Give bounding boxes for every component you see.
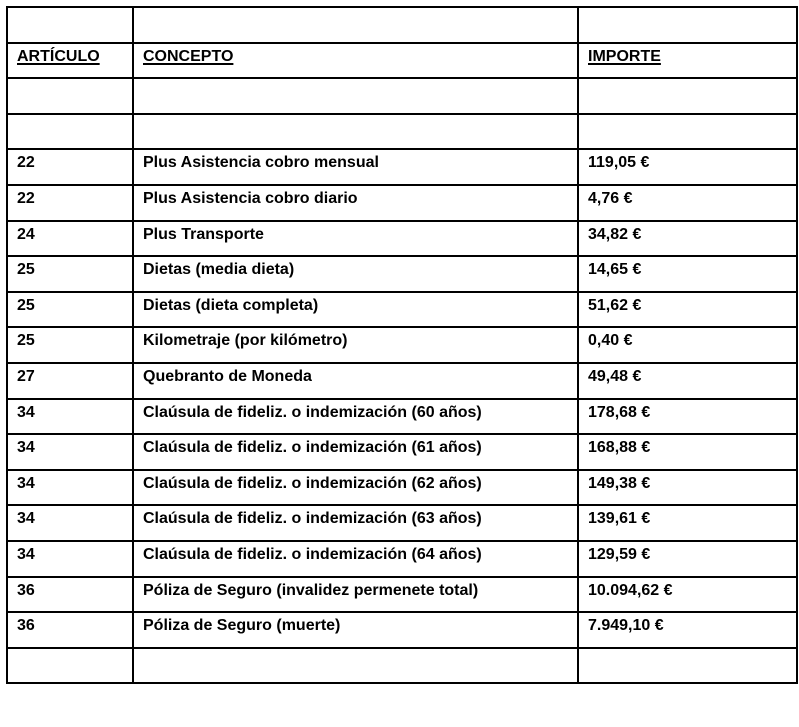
cell-articulo <box>7 363 133 399</box>
cell-importe-text: 4,76 € <box>588 189 633 207</box>
table-row <box>7 149 797 185</box>
cell-articulo-text: 34 <box>17 474 35 492</box>
cell-importe-text: 14,65 € <box>588 261 642 279</box>
cell-articulo-text: 34 <box>17 403 35 421</box>
cell-importe <box>578 327 797 363</box>
table-row <box>7 505 797 541</box>
cell-importe-text: 10.094,62 € <box>588 581 673 599</box>
cell-articulo-text: 25 <box>17 261 35 279</box>
concepts-table <box>6 6 798 684</box>
cell-importe <box>578 612 797 648</box>
cell-concepto <box>133 149 578 185</box>
cell-articulo <box>7 434 133 470</box>
header-importe <box>578 43 797 79</box>
cell-concepto-text: Claúsula de fideliz. o indemización (61 años) <box>143 439 482 457</box>
cell-concepto <box>133 363 578 399</box>
cell-articulo <box>7 399 133 435</box>
cell-articulo-text: 34 <box>17 510 35 528</box>
cell-articulo <box>7 292 133 328</box>
cell-importe <box>578 399 797 435</box>
cell-concepto-text: Claúsula de fideliz. o indemización (63 años) <box>143 510 482 528</box>
table-row <box>7 399 797 435</box>
cell-concepto <box>133 434 578 470</box>
cell-articulo <box>7 505 133 541</box>
header-importe-label: IMPORTE <box>588 47 661 65</box>
cell-concepto <box>133 612 578 648</box>
table-row <box>7 327 797 363</box>
cell-concepto <box>133 505 578 541</box>
cell-articulo <box>7 577 133 613</box>
cell-articulo-text: 36 <box>17 617 35 635</box>
cell-importe-text: 139,61 € <box>588 510 651 528</box>
cell-concepto-text: Plus Asistencia cobro mensual <box>143 154 379 172</box>
cell-articulo <box>7 149 133 185</box>
cell-importe <box>578 256 797 292</box>
cell-articulo <box>7 541 133 577</box>
cell-articulo <box>7 327 133 363</box>
cell-concepto-text: Claúsula de fideliz. o indemización (64 años) <box>143 545 482 563</box>
cell-importe <box>578 434 797 470</box>
empty-row <box>7 7 797 43</box>
cell-concepto-text: Claúsula de fideliz. o indemización (62 años) <box>143 474 482 492</box>
cell-concepto <box>133 577 578 613</box>
cell-concepto <box>133 541 578 577</box>
empty-row <box>7 648 797 684</box>
header-articulo-label: ARTÍCULO <box>17 47 100 65</box>
cell-concepto-text: Dietas (media dieta) <box>143 261 295 279</box>
table-row <box>7 363 797 399</box>
cell-articulo-text: 25 <box>17 296 35 314</box>
cell-importe <box>578 149 797 185</box>
cell-concepto-text: Plus Asistencia cobro diario <box>143 189 358 207</box>
table-row <box>7 541 797 577</box>
cell-importe-text: 149,38 € <box>588 474 651 492</box>
cell-concepto-text: Póliza de Seguro (muerte) <box>143 617 341 635</box>
cell-concepto <box>133 327 578 363</box>
cell-articulo-text: 34 <box>17 439 35 457</box>
cell-importe <box>578 363 797 399</box>
table-row <box>7 185 797 221</box>
empty-row <box>7 78 797 114</box>
table-row <box>7 470 797 506</box>
cell-concepto <box>133 221 578 257</box>
cell-importe <box>578 292 797 328</box>
cell-articulo <box>7 185 133 221</box>
cell-concepto <box>133 399 578 435</box>
table-row <box>7 256 797 292</box>
cell-articulo <box>7 470 133 506</box>
cell-importe-text: 51,62 € <box>588 296 642 314</box>
empty-row <box>7 114 797 150</box>
cell-importe <box>578 221 797 257</box>
cell-importe <box>578 577 797 613</box>
cell-articulo <box>7 221 133 257</box>
cell-importe-text: 168,88 € <box>588 439 651 457</box>
table-row <box>7 577 797 613</box>
header-concepto <box>133 43 578 79</box>
cell-articulo-text: 24 <box>17 225 35 243</box>
cell-importe-text: 178,68 € <box>588 403 651 421</box>
cell-importe-text: 119,05 € <box>588 154 650 172</box>
header-row <box>7 43 797 79</box>
table-row <box>7 612 797 648</box>
cell-importe <box>578 541 797 577</box>
cell-concepto-text: Kilometraje (por kilómetro) <box>143 332 348 350</box>
cell-importe <box>578 185 797 221</box>
header-concepto-label: CONCEPTO <box>143 47 234 65</box>
cell-articulo-text: 34 <box>17 545 35 563</box>
table-row <box>7 221 797 257</box>
cell-articulo-text: 22 <box>17 154 35 172</box>
cell-concepto-text: Claúsula de fideliz. o indemización (60 años) <box>143 403 482 421</box>
cell-articulo-text: 22 <box>17 189 35 207</box>
cell-importe-text: 34,82 € <box>588 225 642 243</box>
cell-importe <box>578 470 797 506</box>
cell-articulo-text: 27 <box>17 367 35 385</box>
header-articulo <box>7 43 133 79</box>
cell-importe-text: 129,59 € <box>588 545 651 563</box>
cell-articulo-text: 25 <box>17 332 35 350</box>
cell-concepto-text: Plus Transporte <box>143 225 264 243</box>
table-row <box>7 434 797 470</box>
cell-concepto <box>133 292 578 328</box>
cell-concepto-text: Póliza de Seguro (invalidez permenete total) <box>143 581 479 599</box>
cell-concepto-text: Quebranto de Moneda <box>143 367 312 385</box>
cell-importe-text: 49,48 € <box>588 367 642 385</box>
cell-importe-text: 0,40 € <box>588 332 633 350</box>
cell-articulo <box>7 256 133 292</box>
table-row <box>7 292 797 328</box>
cell-articulo-text: 36 <box>17 581 35 599</box>
cell-importe <box>578 505 797 541</box>
cell-concepto <box>133 470 578 506</box>
cell-concepto <box>133 185 578 221</box>
cell-articulo <box>7 612 133 648</box>
cell-concepto <box>133 256 578 292</box>
cell-importe-text: 7.949,10 € <box>588 617 664 635</box>
cell-concepto-text: Dietas (dieta completa) <box>143 296 319 314</box>
